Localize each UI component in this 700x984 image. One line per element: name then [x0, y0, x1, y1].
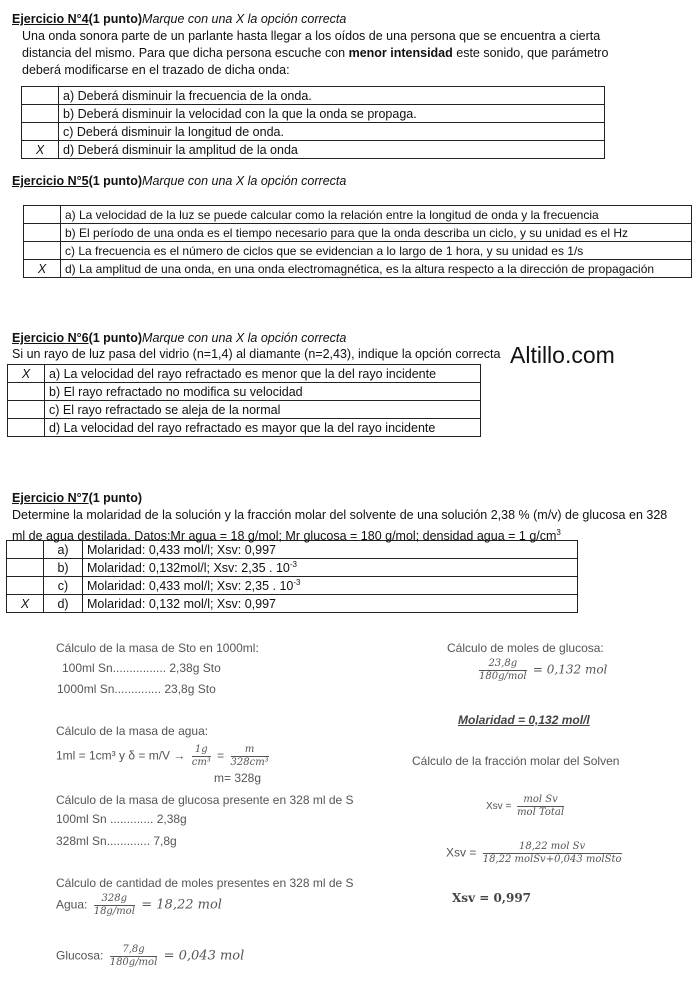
ex4-instruction: Marque con una X la opción correcta — [142, 12, 347, 26]
calc-mass-result: m= 328g — [214, 771, 262, 785]
ex5-option-d: d) La amplitud de una onda, en una onda electromagnética, es la altura respecto a la dirección de propagación — [61, 260, 692, 278]
calc-heading-sto: Cálculo de la masa de Sto en 1000ml: — [56, 641, 259, 655]
ex7-header — [12, 491, 142, 505]
ex7-number: Ejercicio N°7 — [12, 491, 89, 505]
calc-moles-glucosa-eq — [476, 658, 607, 683]
ex5-mark-d[interactable]: X — [24, 260, 61, 278]
ex5-header — [12, 174, 346, 188]
ex6-option-d: d) La velocidad del rayo refractado es mayor que la del rayo incidente — [45, 419, 481, 437]
calc-row-1000ml: 1000ml Sn.............. 23,8g Sto — [57, 682, 216, 696]
ex6-options-table — [7, 364, 481, 437]
ex7-mark-a[interactable] — [7, 541, 44, 559]
ex6-mark-b[interactable] — [8, 383, 45, 401]
ex6-mark-a[interactable]: X — [8, 365, 45, 383]
calc-equals: = — [217, 748, 225, 763]
ex4-number: Ejercicio N°4 — [12, 12, 89, 26]
calc-frac-glucosa — [110, 944, 158, 969]
calc-heading-moles-glucosa: Cálculo de moles de glucosa: — [447, 641, 604, 655]
ex7-mark-d[interactable]: X — [7, 595, 44, 613]
calc-agua-result: = 18,22 mol — [141, 897, 222, 913]
ex4-option-row — [22, 87, 605, 105]
ex4-mark-d[interactable]: X — [22, 141, 59, 159]
ex6-option-c: c) El rayo refractado se aleja de la normal — [45, 401, 481, 419]
calc-heading-fraccion: Cálculo de la fracción molar del Solven — [412, 754, 620, 768]
calc-frac-m — [231, 744, 269, 769]
ex4-option-row — [22, 105, 605, 123]
calc-xsv-substituted — [446, 841, 625, 866]
ex6-header — [12, 331, 346, 345]
ex4-line1: Una onda sonora parte de un parlante hasta llegar a los oídos de una persona que se encuentra a cierta — [22, 29, 601, 43]
calc-density-eq — [56, 744, 272, 769]
ex4-option-a: a) Deberá disminuir la frecuencia de la onda. — [59, 87, 605, 105]
ex5-number: Ejercicio N°5 — [12, 174, 89, 188]
ex6-mark-d[interactable] — [8, 419, 45, 437]
ex4-mark-b[interactable] — [22, 105, 59, 123]
ex5-mark-a[interactable] — [24, 206, 61, 224]
frac-den: 180g/mol — [109, 957, 158, 968]
ex4-line2a: distancia del mismo. Para que dicha persona escuche con — [22, 46, 349, 60]
ex7-option-a: Molaridad: 0,433 mol/l; Xsv: 0,997 — [87, 543, 276, 558]
ex6-instruction: Marque con una X la opción correcta — [142, 331, 347, 345]
ex4-line2 — [22, 45, 608, 62]
frac-num: 18,22 mol Sv — [483, 841, 622, 854]
ex5-mark-c[interactable] — [24, 242, 61, 260]
ex4-option-b: b) Deberá disminuir la velocidad con la que la onda se propaga. — [59, 105, 605, 123]
frac-num: 1g — [192, 744, 211, 757]
ex4-option-row — [22, 123, 605, 141]
ex7-letter-b: b) — [44, 559, 83, 577]
ex7-letter-a: a) — [44, 541, 83, 559]
ex6-option-b: b) El rayo refractado no modifica su velocidad — [45, 383, 481, 401]
calc-glucosa-label: Glucosa: — [56, 948, 104, 963]
ex4-option-row — [22, 141, 605, 159]
calc-heading-moles: Cálculo de cantidad de moles presentes en 328 ml de S — [56, 876, 354, 890]
frac-den: mol Total — [517, 807, 565, 818]
calc-mg-result: = 0,132 mol — [532, 662, 608, 677]
ex7-option-d: Molaridad: 0,132 mol/l; Xsv: 0,997 — [87, 597, 276, 612]
calc-xsv-label: Xsv = — [486, 801, 512, 813]
calc-xsv2-label: Xsv = — [446, 845, 477, 860]
ex7-mark-c[interactable] — [7, 577, 44, 595]
ex6-option-a: a) La velocidad del rayo refractado es menor que la del rayo incidente — [45, 365, 481, 383]
frac-den: cm³ — [191, 757, 211, 768]
ex5-mark-b[interactable] — [24, 224, 61, 242]
ex6-mark-c[interactable] — [8, 401, 45, 419]
calc-frac-agua — [94, 893, 135, 918]
frac-num: 23,8g — [479, 658, 527, 671]
calc-row-100ml: 100ml Sn................ 2,38g Sto — [62, 661, 221, 675]
ex7-option-c: Molaridad: 0,433 mol/l; Xsv: 2,35 . 10 — [87, 579, 294, 594]
ex7-options-table — [6, 540, 578, 613]
ex4-option-c: c) Deberá disminuir la longitud de onda. — [59, 123, 605, 141]
ex7-option-b: Molaridad: 0,132mol/l; Xsv: 2,35 . 10 — [87, 561, 290, 576]
calc-density-text: 1ml = 1cm³ y δ = m/V → — [56, 748, 186, 763]
ex7-letter-c: c) — [44, 577, 83, 595]
frac-den: 18g/mol — [93, 906, 135, 917]
ex5-instruction: Marque con una X la opción correcta — [142, 174, 347, 188]
ex7-letter-d: d) — [44, 595, 83, 613]
calc-frac-1g — [192, 744, 211, 769]
calc-heading-glucosa: Cálculo de la masa de glucosa presente en 328 ml de S — [56, 793, 354, 807]
calc-xsv-formula — [486, 794, 567, 819]
ex4-mark-c[interactable] — [22, 123, 59, 141]
ex7-sup-b: -3 — [289, 559, 298, 569]
ex4-option-d: d) Deberá disminuir la amplitud de la onda — [59, 141, 605, 159]
calc-glucosa-result: = 0,043 mol — [163, 948, 245, 964]
calc-molaridad-result: Molaridad = 0,132 mol/l — [458, 713, 590, 727]
calc-agua-label: Agua: — [56, 897, 88, 912]
ex4-emphasis: menor intensidad — [348, 46, 453, 60]
calc-agua-moles — [56, 893, 222, 918]
frac-num: mol Sv — [517, 794, 564, 807]
frac-num: m — [231, 744, 269, 757]
ex4-header — [12, 12, 346, 26]
calc-frac-mg — [479, 658, 527, 683]
frac-den: 328cm³ — [230, 757, 269, 768]
ex7-line2-sup: 3 — [556, 528, 561, 537]
ex4-options-table — [21, 86, 605, 159]
watermark: Altillo.com — [510, 342, 615, 368]
ex4-line3: deberá modificarse en el trazado de dicha onda: — [22, 63, 290, 77]
frac-den: 18,22 molSv+0,043 molSto — [482, 854, 622, 865]
calc-row-328ml-sn: 328ml Sn............. 7,8g — [56, 834, 177, 848]
frac-den: 180g/mol — [479, 671, 527, 682]
ex5-option-c: c) La frecuencia es el número de ciclos que se evidencian a lo largo de 1 hora, y su unidad es 1/s — [61, 242, 692, 260]
ex5-options-table — [23, 205, 692, 278]
calc-heading-agua: Cálculo de la masa de agua: — [56, 724, 209, 738]
ex7-line1: Determine la molaridad de la solución y la fracción molar del solvente de una solución 2,38 % (m/v) de glucosa en 328 — [12, 508, 668, 522]
ex4-mark-a[interactable] — [22, 87, 59, 105]
ex7-sup-c: -3 — [293, 577, 301, 587]
ex4-line2c: este sonido, que parámetro — [452, 46, 609, 60]
calc-xsv-result: Xsv = 0,997 — [452, 891, 532, 905]
ex5-points: (1 punto) — [88, 174, 143, 188]
frac-num: 7,8g — [110, 944, 158, 957]
ex4-statement — [22, 28, 608, 79]
ex7-mark-b[interactable] — [7, 559, 44, 577]
ex5-option-a: a) La velocidad de la luz se puede calcular como la relación entre la longitud de onda y la frecuencia — [61, 206, 692, 224]
ex7-line2-text: ml de agua destilada. Datos:Mr agua = 18 g/mol; Mr glucosa = 180 g/mol; densidad agua = 1 g/cm — [12, 529, 557, 544]
ex5-option-b: b) El período de una onda es el tiempo necesario para que la onda describa un ciclo, y su unidad es el Hz — [61, 224, 692, 242]
frac-num: 328g — [94, 893, 135, 906]
calc-frac-xsv — [517, 794, 564, 819]
calc-row-100ml-sn: 100ml Sn ............. 2,38g — [56, 812, 187, 826]
ex6-points: (1 punto) — [88, 331, 143, 345]
ex6-number: Ejercicio N°6 — [12, 331, 89, 345]
ex7-points: (1 punto) — [88, 491, 143, 505]
ex4-points: (1 punto) — [88, 12, 143, 26]
ex6-statement: Si un rayo de luz pasa del vidrio (n=1,4) al diamante (n=2,43), indique la opción correcta — [12, 347, 501, 361]
calc-glucosa-moles — [56, 944, 244, 969]
calc-frac-xsv2 — [483, 841, 622, 866]
